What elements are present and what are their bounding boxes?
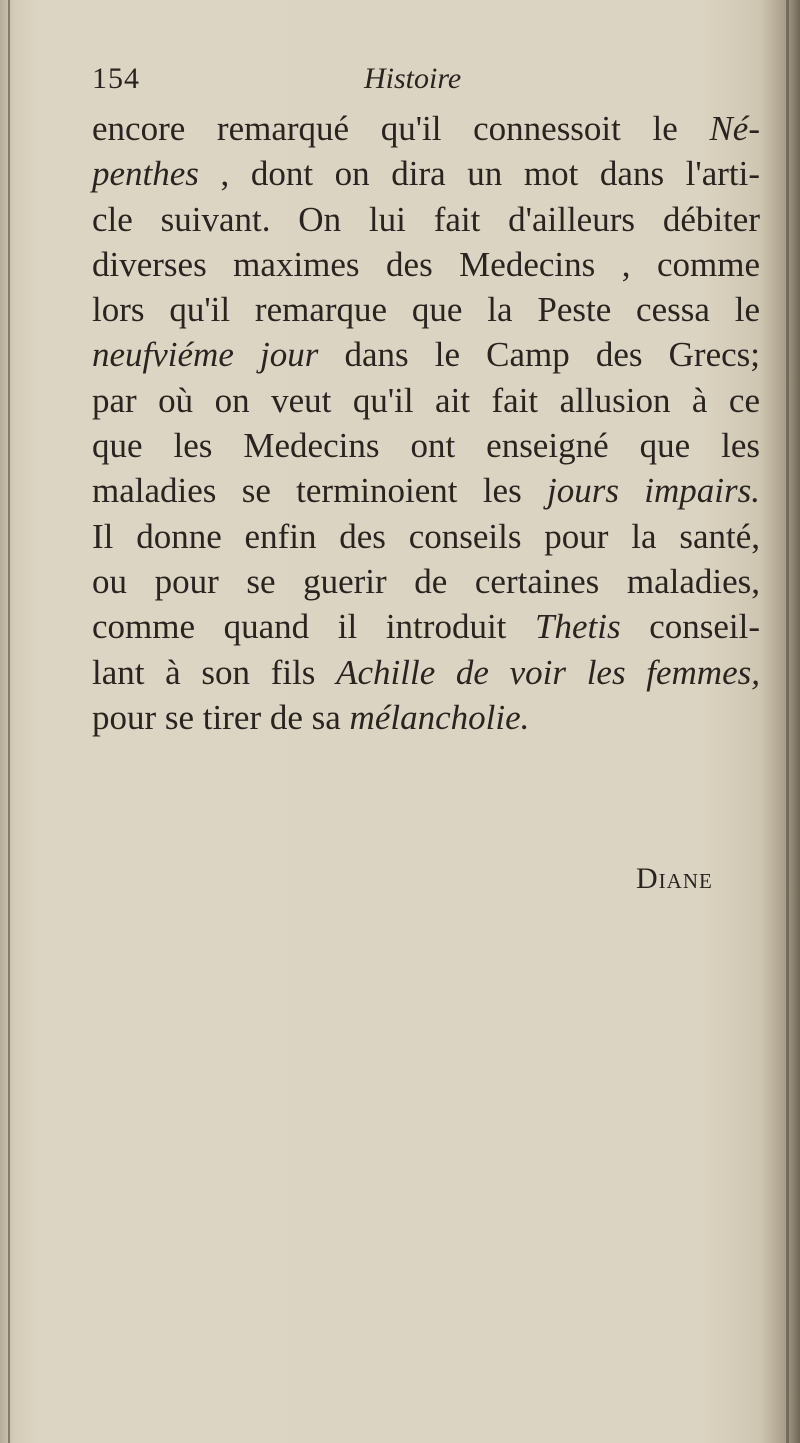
italic-text-segment: Thetis [535, 607, 621, 647]
text-segment: encore remarqué qu'il connessoit le [92, 109, 710, 148]
text-segment: maladies se terminoient les [92, 471, 548, 511]
running-head: Histoire [364, 62, 462, 95]
page-gutter-edge [8, 0, 10, 1443]
body-text [92, 106, 760, 740]
text-segment: , dont on dira un mot dans l'arti- [198, 154, 760, 194]
text-line [92, 559, 760, 604]
text-line [92, 151, 760, 196]
italic-text-segment: jours impairs. [547, 471, 761, 511]
italic-text-segment: mélancholie. [349, 697, 530, 737]
text-line [92, 378, 760, 423]
page-number: 154 [92, 62, 140, 95]
page-header [92, 62, 712, 106]
page-outer-edge [786, 0, 789, 1443]
text-line [92, 423, 760, 468]
text-segment: conseil- [620, 607, 760, 647]
text-line [92, 514, 760, 559]
text-segment: par où on veut qu'il ait fait allusion à ce [92, 380, 760, 420]
text-segment: pour se tirer de sa [92, 697, 350, 737]
text-line [92, 468, 760, 513]
text-segment: lors qu'il remarque que la Peste cessa le [92, 290, 760, 330]
text-line [92, 695, 760, 740]
text-segment: dans le Camp des Grecs; [318, 335, 760, 375]
text-segment: comme quand il introduit [92, 607, 536, 647]
text-segment: Il donne enfin des conseils pour la santé, [92, 516, 760, 556]
italic-text-segment: penthes [92, 154, 199, 194]
text-line [92, 287, 760, 332]
text-line [92, 332, 760, 377]
text-line [92, 197, 760, 242]
text-line [92, 106, 760, 151]
text-segment: que les Medecins ont enseigné que les [92, 426, 760, 466]
text-line [92, 242, 760, 287]
catchword: Diane [636, 862, 713, 895]
text-segment: ou pour se guerir de certaines maladies, [92, 561, 760, 601]
italic-text-segment: Né- [709, 109, 760, 148]
italic-text-segment: neufviéme jour [92, 335, 319, 375]
text-segment: cle suivant. On lui fait d'ailleurs débiter [92, 199, 760, 239]
text-segment: lant à son fils [92, 652, 337, 692]
text-line [92, 650, 760, 695]
text-segment: diverses maximes des Medecins , comme [92, 244, 760, 284]
text-line [92, 604, 760, 649]
italic-text-segment: Achille de voir les femmes, [336, 652, 760, 692]
